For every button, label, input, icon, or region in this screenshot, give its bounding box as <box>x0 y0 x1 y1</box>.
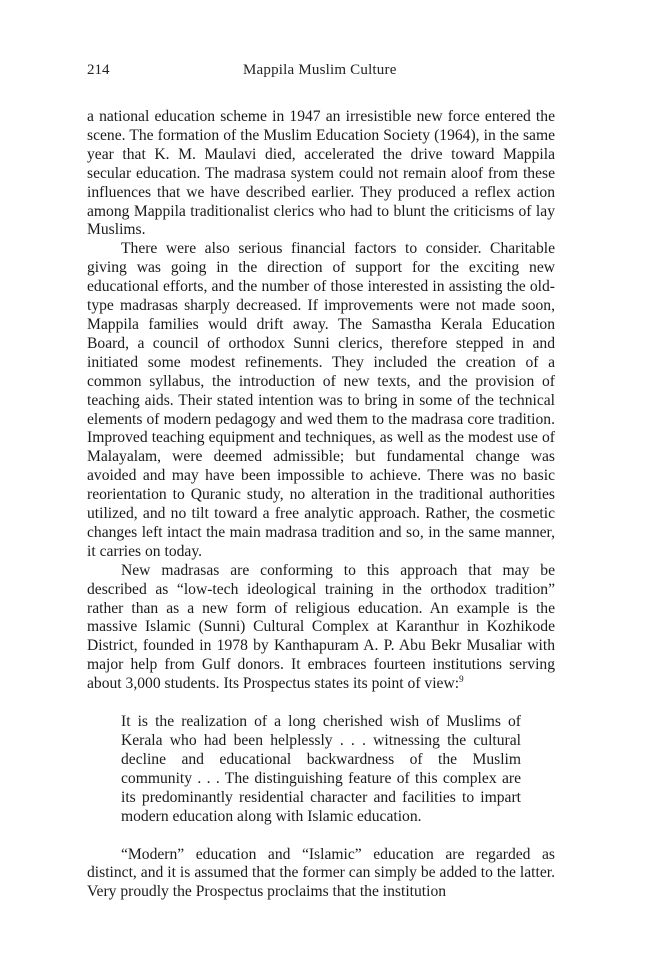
footnote-marker: 9 <box>459 674 464 684</box>
block-quote: It is the realization of a long cherished wish of Muslims of Kerala who had been helplessly . . . witnessing the cultural decline and educational backwardness of the Muslim community . . . The distinguishing feature of this complex are its predominantly residential character and facilities to impart modern education along with Islamic education. <box>121 713 521 825</box>
page-number: 214 <box>87 62 110 78</box>
paragraph-modern-islamic: “Modern” education and “Islamic” education are regarded as distinct, and it is assumed that the former can simply be added to the latter. Very proudly the Prospectus proclaims that the institution <box>87 845 555 901</box>
running-title: Mappila Muslim Culture <box>243 62 397 78</box>
book-page <box>87 56 555 902</box>
paragraph-new-madrasas-text: New madrasas are conforming to this approach that may be described as “low-tech ideological training in the orthodox tradition” rather than as a new form of religious education. An example is the massive Islamic (Sunni) Cultural Complex at Karanthur in Kozhikode District, founded in 1978 by Kanthapuram A. P. Abu Bekr Musaliar with major help from Gulf donors. It embraces fourteen institutions serving about 3,000 students. Its Prospectus states its point of view: <box>87 561 555 693</box>
running-head <box>87 56 555 80</box>
paragraph-continued: a national education scheme in 1947 an irresistible new force entered the scene. The formation of the Muslim Education Society (1964), in the same year that K. M. Maulavi died, accelerated the drive toward Mappila secular education. The madrasa system could not remain aloof from these influences that we have described earlier. They produced a reflex action among Mappila traditionalist clerics who had to blunt the criticisms of lay Muslims. <box>87 108 555 239</box>
paragraph-financial-factors: There were also serious financial factors to consider. Charitable giving was going in the direction of support for the exciting new educational efforts, and the number of those interested in assisting the old-type madrasas sharply decreased. If improvements were not made soon, Mappila families would drift away. The Samastha Kerala Education Board, a council of orthodox Sunni clerics, therefore stepped in and initiated some modest refinements. They included the creation of a common syllabus, the introduction of new texts, and the provision of teaching aids. Their stated intention was to bring in some of the technical elements of modern pedagogy and wed them to the madrasa core tradition. Improved teaching equipment and techniques, as well as the modest use of Malayalam, were deemed admissible; but fundamental change was avoided and may have been impossible to achieve. There was no basic reorientation to Quranic study, no alteration in the traditional authorities utilized, and no tilt toward a free analytic approach. Rather, the cosmetic changes left intact the main madrasa tradition and so, in the same manner, it carries on today. <box>87 240 555 560</box>
body-text <box>87 108 555 902</box>
paragraph-new-madrasas <box>87 562 555 694</box>
